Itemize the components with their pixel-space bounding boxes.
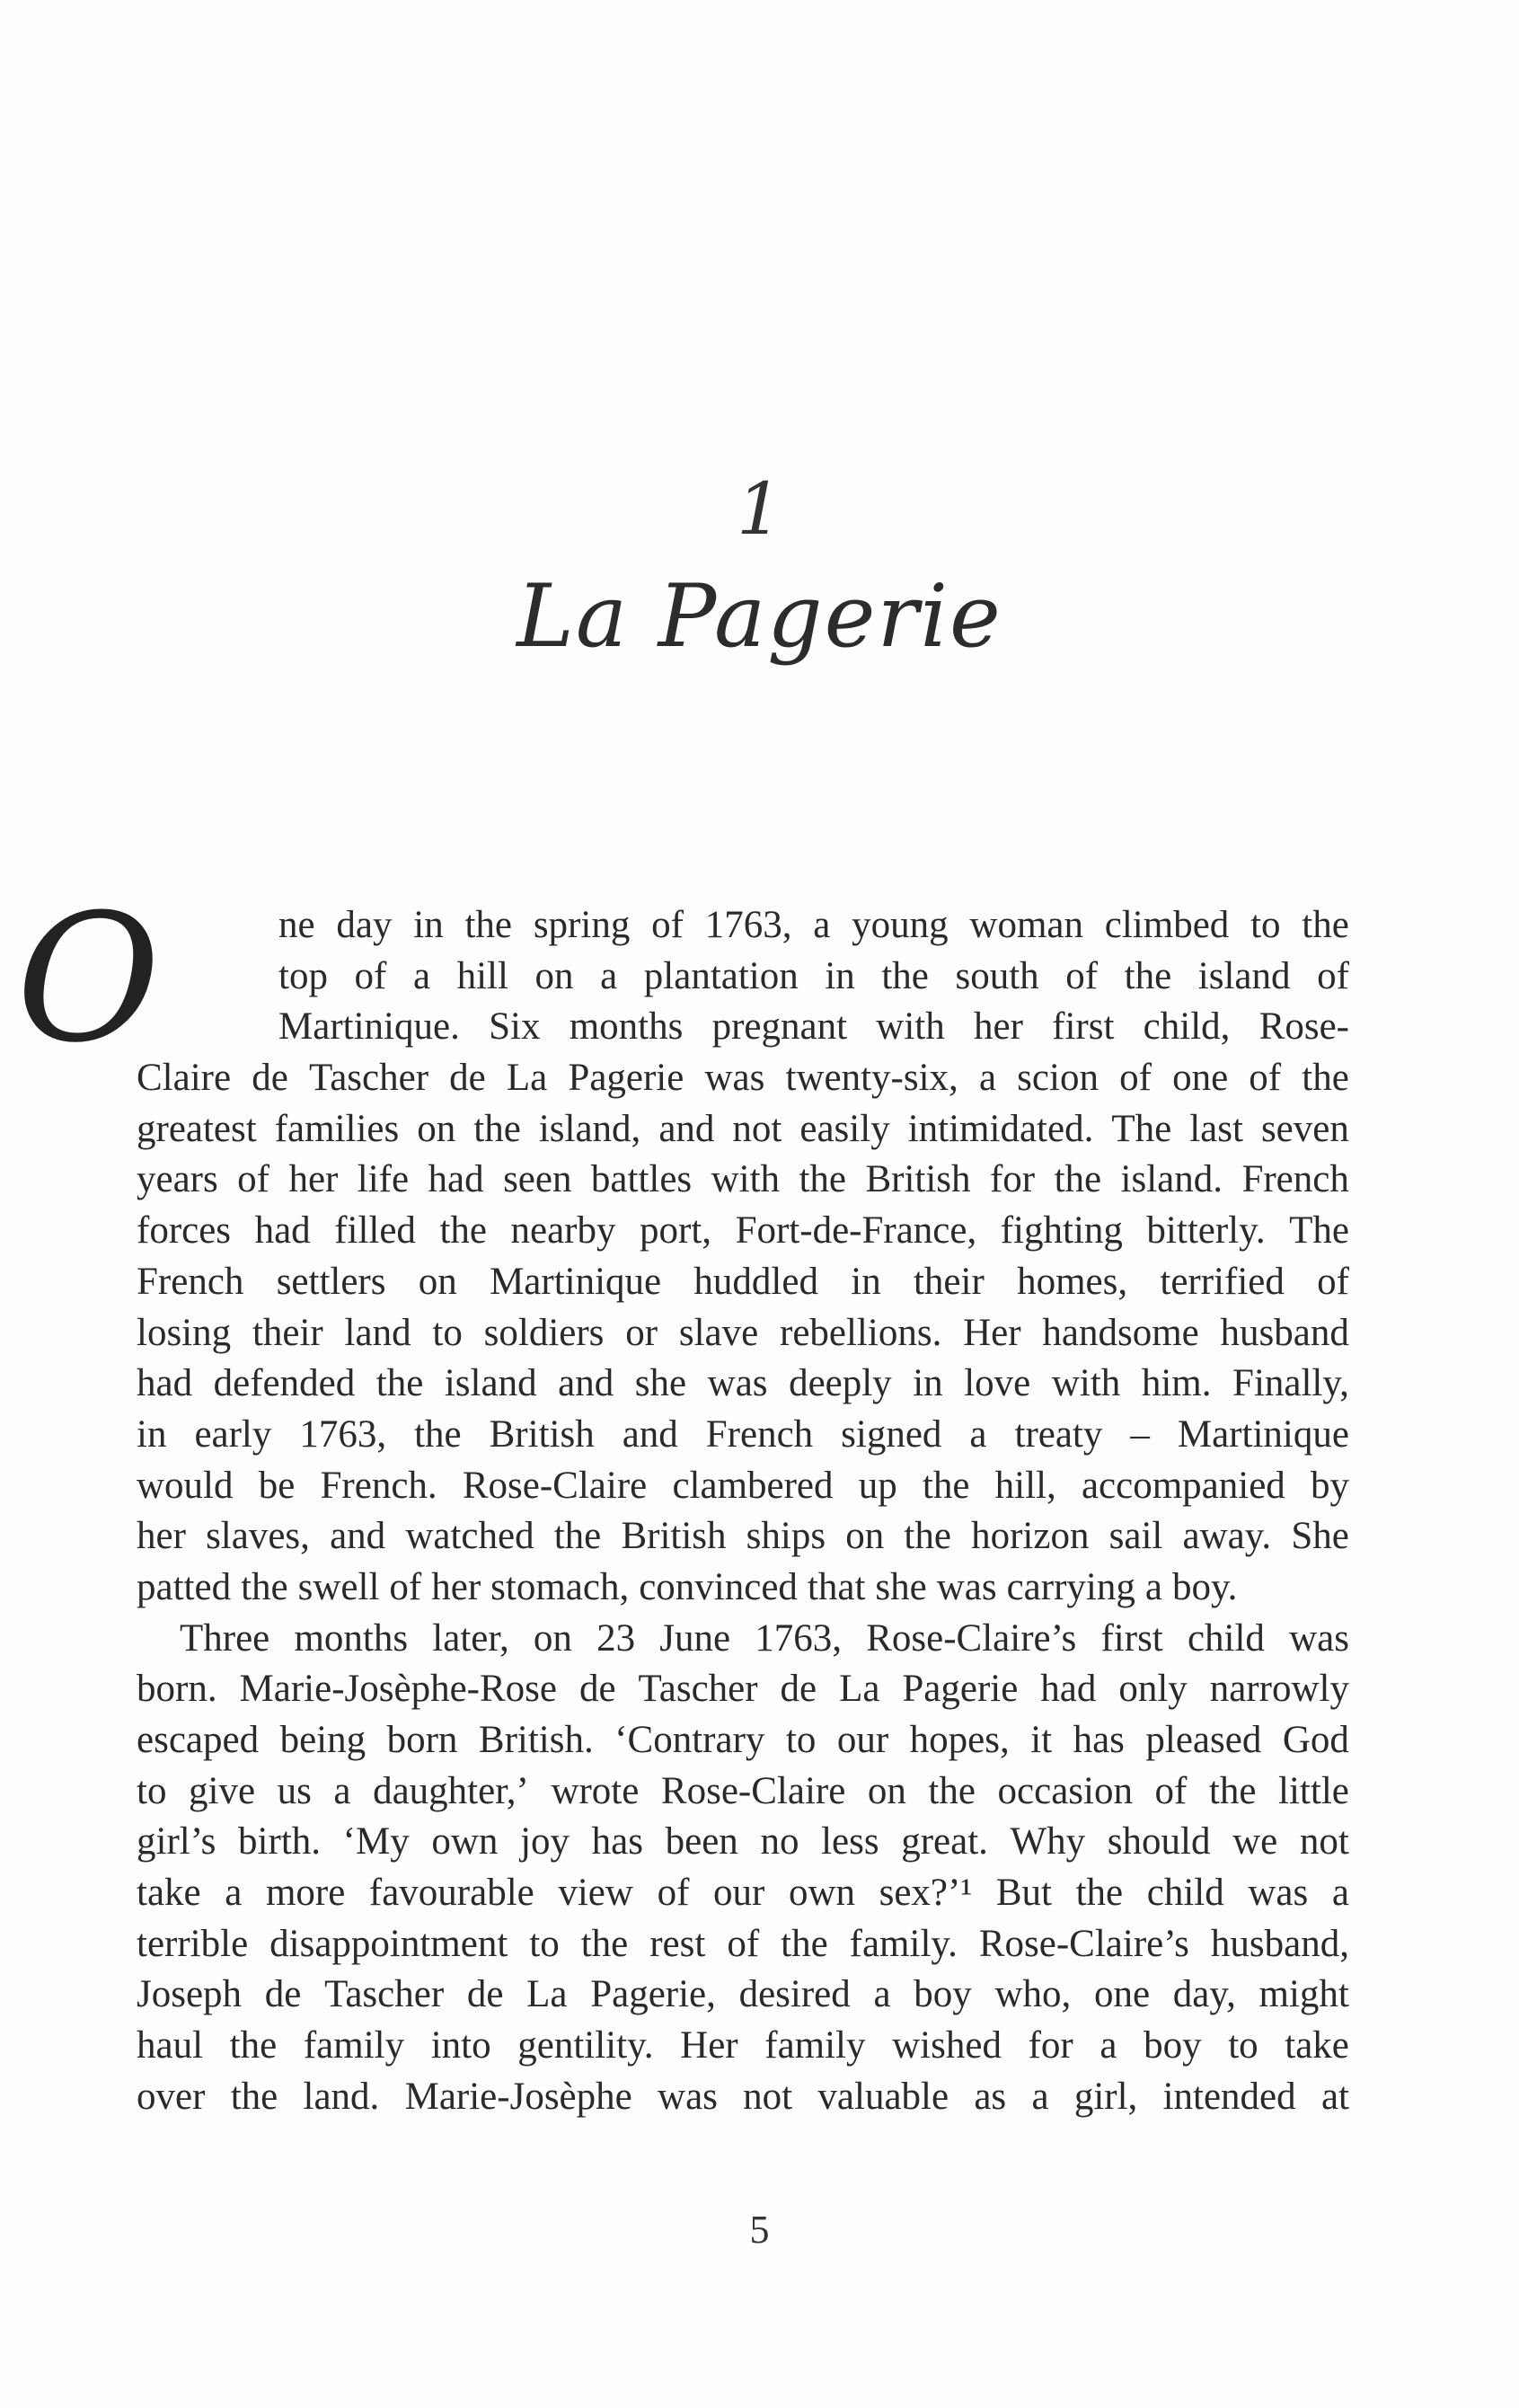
text-line: had defended the island and she was deeply in love with him. Finally, — [137, 1362, 1349, 1405]
page-number: 5 — [749, 2208, 770, 2252]
text-line: escaped being born British. ‘Contrary to our hopes, it has pleased God — [137, 1719, 1349, 1761]
text-line: Three months later, on 23 June 1763, Rose-Claire’s first child was — [180, 1616, 1349, 1660]
text-line: losing their land to soldiers or slave rebellions. Her handsome husband — [137, 1311, 1349, 1354]
body-text — [137, 900, 1349, 2123]
text-line: Claire de Tascher de La Pagerie was twenty-six, a scion of one of the — [137, 1057, 1349, 1100]
text-line: over the land. Marie-Josèphe was not valuable as a girl, intended at — [137, 2075, 1349, 2118]
text-line: girl’s birth. ‘My own joy has been no less great. Why should we not — [137, 1820, 1349, 1864]
chapter-number: 1 — [737, 467, 782, 551]
text-line: Martinique. Six months pregnant with her first child, Rose- — [278, 1005, 1349, 1049]
text-line: would be French. Rose-Claire clambered up the hill, accompanied by — [137, 1464, 1349, 1507]
text-line: ne day in the spring of 1763, a young woman climbed to the — [278, 904, 1349, 946]
text-line: top of a hill on a plantation in the south of the island of — [278, 954, 1349, 997]
text-line: in early 1763, the British and French signed a treaty – Martinique — [137, 1412, 1349, 1456]
text-line: years of her life had seen battles with the British for the island. French — [137, 1158, 1349, 1201]
paragraph — [137, 900, 1349, 1614]
text-line: terrible disappointment to the rest of the family. Rose-Claire’s husband, — [137, 1922, 1349, 1965]
text-line: her slaves, and watched the British ships on the horizon sail away. She — [137, 1515, 1349, 1558]
paragraph — [137, 1614, 1349, 2123]
text-line: Joseph de Tascher de La Pagerie, desired a boy who, one day, might — [137, 1973, 1349, 2016]
text-line: to give us a daughter,’ wrote Rose-Claire on the occasion of the little — [137, 1769, 1349, 1812]
text-line: French settlers on Martinique huddled in their homes, terrified of — [137, 1260, 1349, 1303]
chapter-title: La Pagerie — [517, 566, 1002, 667]
text-line: haul the family into gentility. Her family wished for a boy to take — [137, 2024, 1349, 2067]
text-line: patted the swell of her stomach, convinced that she was carrying a boy. — [137, 1565, 1238, 1608]
text-line: born. Marie-Josèphe-Rose de Tascher de La Pagerie had only narrowly — [137, 1668, 1349, 1711]
drop-cap: O — [16, 877, 161, 1082]
text-line: greatest families on the island, and not easily intimidated. The last seven — [137, 1107, 1349, 1150]
paragraphs — [137, 900, 1349, 2123]
text-line: take a more favourable view of our own sex?’¹ But the child was a — [137, 1872, 1349, 1915]
text-line: forces had filled the nearby port, Fort-de-France, fighting bitterly. The — [137, 1209, 1349, 1253]
